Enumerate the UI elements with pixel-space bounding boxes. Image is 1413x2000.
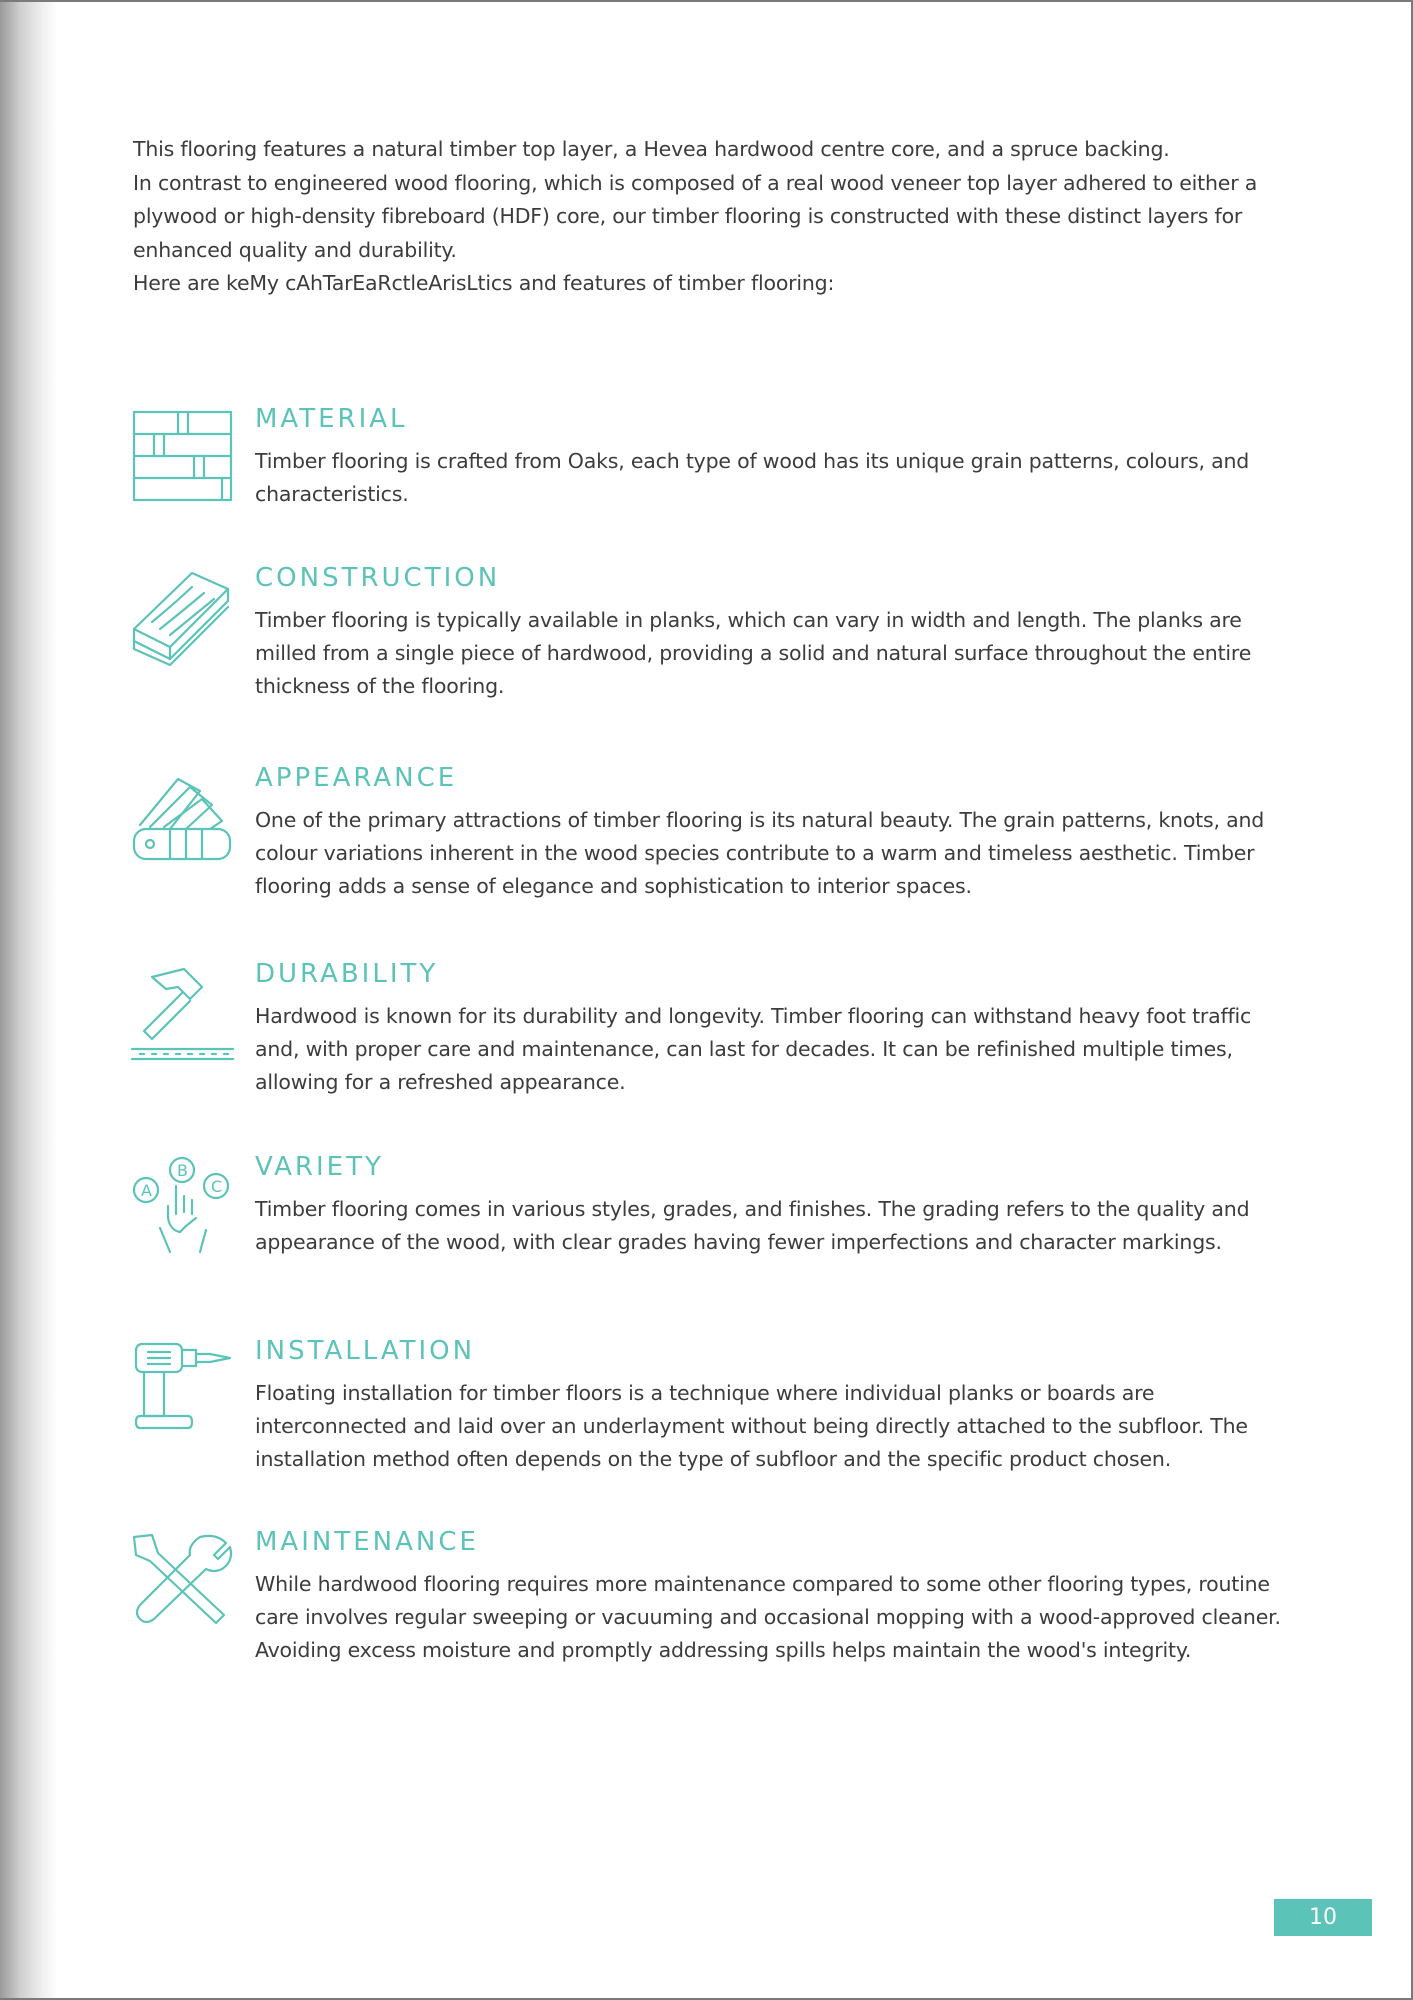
intro-paragraph-1: This flooring features a natural timber top layer, a Hevea hardwood centre core, and a spruce backing. (133, 137, 1170, 161)
feature-variety (130, 1152, 1290, 1356)
feature-description: Hardwood is known for its durability and longevity. Timber flooring can withstand heavy foot traffic and, with proper care and maintenance, can last for decades. It can be refinished multiple times, allowing for a refreshed appearance. (255, 1004, 1252, 1094)
wood-plank-icon (130, 567, 235, 667)
feature-maintenance (130, 1527, 1290, 1731)
feature-description: Floating installation for timber floors is a technique where individual planks or boards are interconnected and laid over an underlayment without being directly attached to the subfloor. The installation method often depends on the type of subfloor and the specific product chosen. (255, 1381, 1248, 1471)
choice-hand-icon (130, 1156, 235, 1256)
feature-description: Timber flooring is typically available in planks, which can vary in width and length. The planks are milled from a single piece of hardwood, providing a solid and natural surface throughout the entire thickness of the flooring. (255, 608, 1252, 698)
svg-text:C: C (211, 1177, 223, 1196)
colour-swatch-icon (130, 767, 235, 867)
feature-description: Timber flooring is crafted from Oaks, each type of wood has its unique grain patterns, colours, and characteristics. (255, 449, 1250, 506)
feature-appearance (130, 763, 1290, 967)
svg-text:A: A (141, 1181, 152, 1200)
page-border-top (0, 0, 1413, 2)
feature-description: Timber flooring comes in various styles, grades, and finishes. The grading refers to the quality and appearance of the wood, with clear grades having fewer imperfections and character markings. (255, 1197, 1250, 1254)
feature-title: VARIETY (255, 1152, 384, 1182)
feature-title: CONSTRUCTION (255, 563, 501, 593)
feature-title: MAINTENANCE (255, 1527, 479, 1557)
feature-title: MATERIAL (255, 404, 408, 434)
planks-icon (130, 408, 235, 508)
svg-text:B: B (177, 1161, 188, 1180)
feature-durability (130, 959, 1290, 1163)
drill-icon (130, 1340, 235, 1440)
intro-paragraph-2: In contrast to engineered wood flooring, which is composed of a real wood veneer top layer adhered to either a plywood or high-density fibreboard (HDF) core, our timber flooring is constructed with these distinct layers for enhanced quality and durability. (133, 170, 1258, 262)
page-binding-shadow (0, 0, 58, 2000)
feature-title: DURABILITY (255, 959, 439, 989)
intro-text (133, 133, 1293, 301)
hammer-icon (130, 963, 235, 1063)
feature-construction (130, 563, 1290, 767)
feature-title: INSTALLATION (255, 1336, 476, 1366)
intro-paragraph-3: Here are keMy cAhTarEaRctleArisLtics and features of timber flooring: (133, 271, 835, 295)
feature-installation (130, 1336, 1290, 1540)
tools-icon (130, 1531, 235, 1631)
feature-description: While hardwood flooring requires more maintenance compared to some other flooring types, routine care involves regular sweeping or vacuuming and occasional mopping with a wood-approved cleaner. Avoiding excess moisture and promptly addressing spills helps maintain the wood's integrity. (255, 1572, 1281, 1662)
page-number: 10 (1274, 1899, 1372, 1936)
feature-description: One of the primary attractions of timber flooring is its natural beauty. The grain patterns, knots, and colour variations inherent in the wood species contribute to a warm and timeless aesthetic. Timber flooring adds a sense of elegance and sophistication to interior spaces. (255, 808, 1265, 898)
feature-title: APPEARANCE (255, 763, 458, 793)
